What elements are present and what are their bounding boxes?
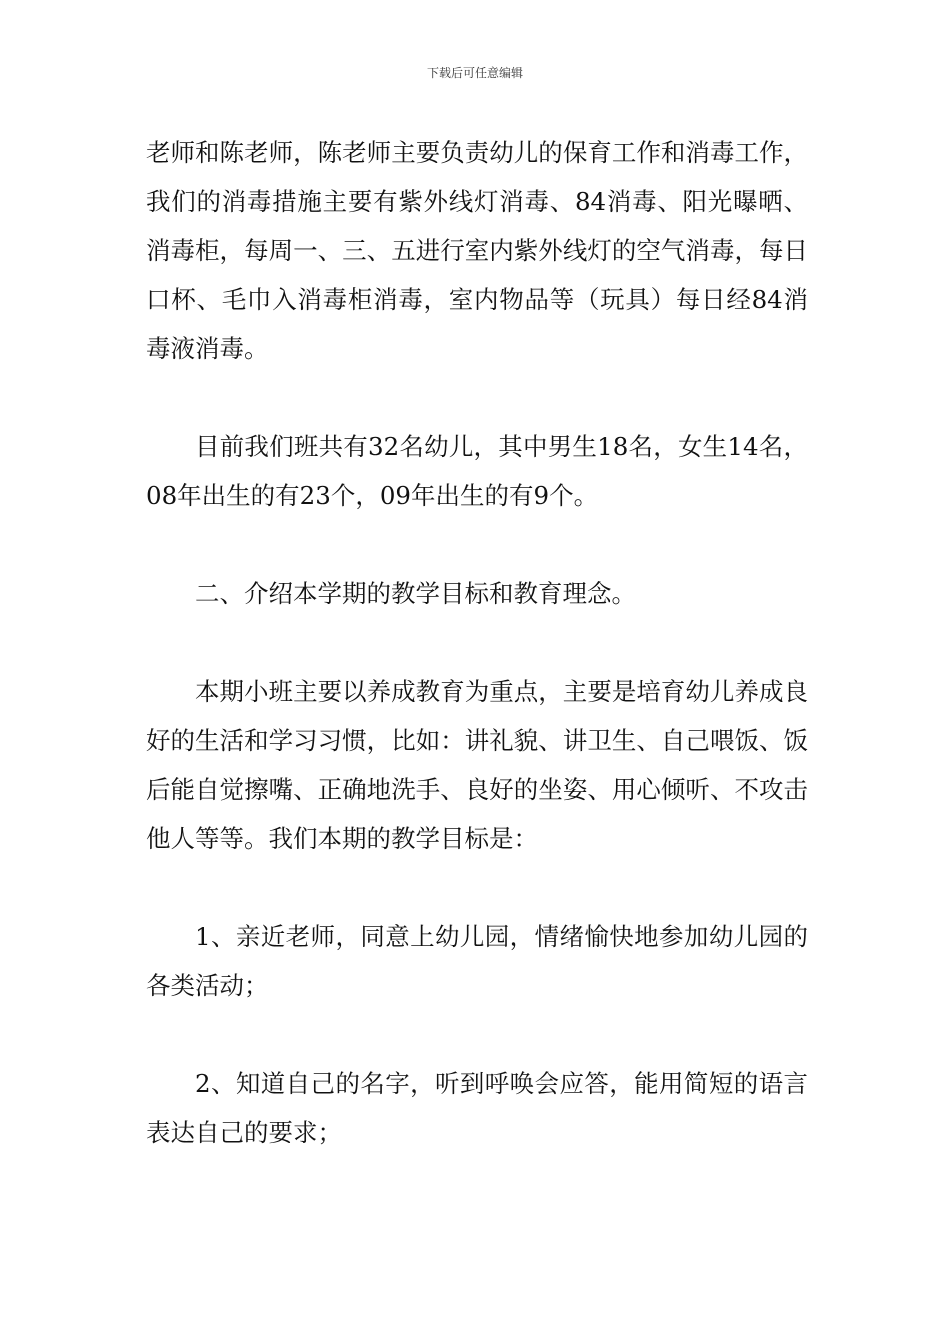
paragraph-gap	[146, 373, 808, 422]
goal-item-1: 1、亲近老师，同意上幼儿园，情绪愉快地参加幼儿园的各类活动；	[146, 922, 808, 1000]
paragraph-education-focus: 本期小班主要以养成教育为重点，主要是培育幼儿养成良好的生活和学习习惯，比如：讲礼貌、讲卫生、自己喂饭、饭后能自觉擦嘴、正确地洗手、良好的坐姿、用心倾听、不攻击他人等等。我们本期的教学目标是：	[146, 677, 808, 853]
paragraph-class-stats: 目前我们班共有32名幼儿，其中男生18名，女生14名，08年出生的有23个，09年出生的有9个。	[146, 432, 808, 510]
paragraph-gap	[146, 520, 808, 569]
paragraph-gap	[146, 618, 808, 667]
paragraph-disinfection: 老师和陈老师，陈老师主要负责幼儿的保育工作和消毒工作，我们的消毒措施主要有紫外线灯消毒、84消毒、阳光曝晒、消毒柜，每周一、三、五进行室内紫外线灯的空气消毒，每日口杯、毛巾入消毒柜消毒，室内物品等（玩具）每日经84消毒液消毒。	[146, 138, 808, 363]
section-heading: 二、介绍本学期的教学目标和教育理念。	[195, 579, 636, 608]
goal-item-2: 2、知道自己的名字，听到呼唤会应答，能用简短的语言表达自己的要求；	[146, 1069, 808, 1147]
page-header: 下载后可任意编辑	[426, 66, 523, 80]
paragraph-gap	[146, 1010, 808, 1059]
document-body	[146, 128, 808, 1157]
paragraph-gap	[146, 863, 808, 912]
